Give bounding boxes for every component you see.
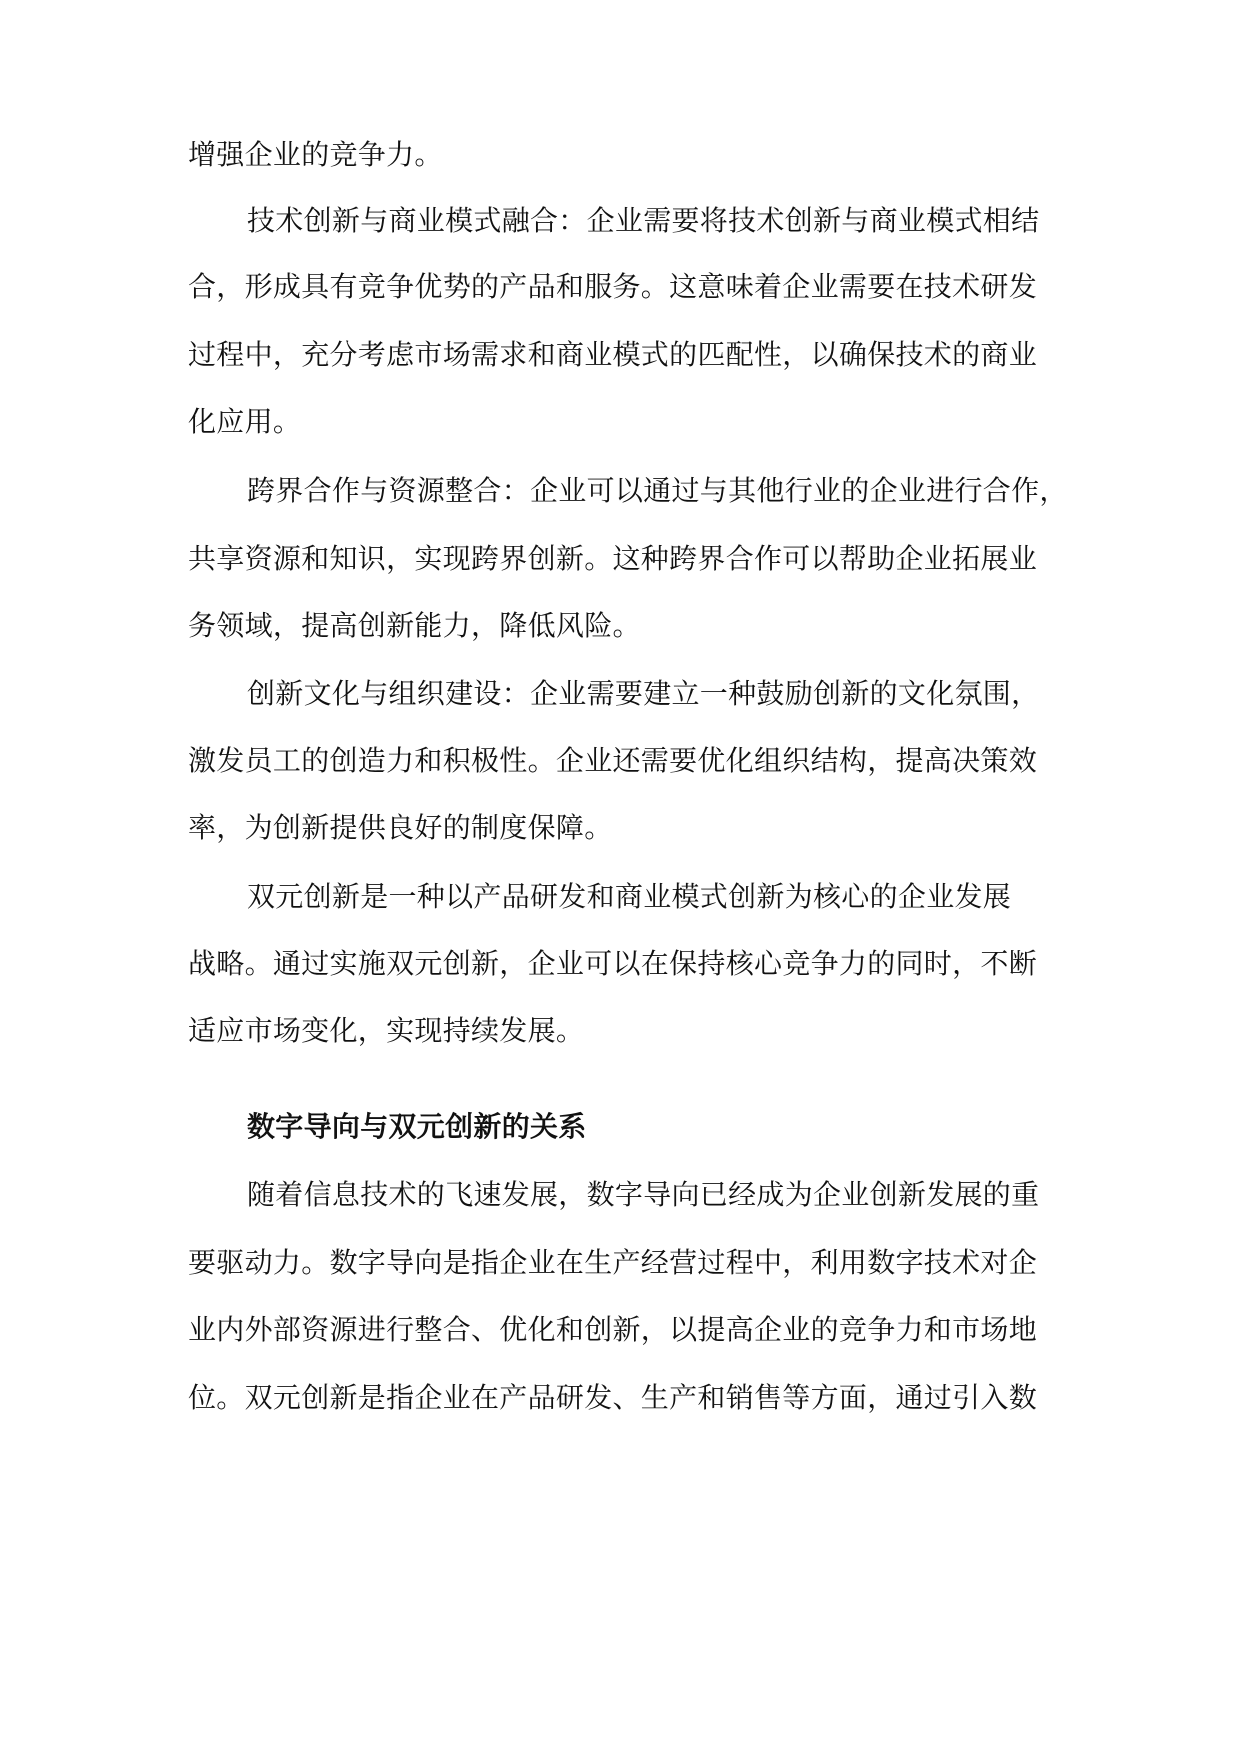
text-line: 跨界合作与资源整合：企业可以通过与其他行业的企业进行合作，: [247, 474, 1068, 507]
text-line: 合，形成具有竞争优势的产品和服务。这意味着企业需要在技术研发: [188, 270, 1038, 303]
text-line: 激发员工的创造力和积极性。企业还需要优化组织结构，提高决策效: [188, 744, 1038, 777]
text-line: 过程中，充分考虑市场需求和商业模式的匹配性，以确保技术的商业: [188, 338, 1038, 371]
text-line: 位。双元创新是指企业在产品研发、生产和销售等方面，通过引入数: [188, 1381, 1038, 1414]
text-line: 业内外部资源进行整合、优化和创新，以提高企业的竞争力和市场地: [188, 1313, 1038, 1346]
text-line: 化应用。: [188, 405, 302, 438]
text-line: 要驱动力。数字导向是指企业在生产经营过程中，利用数字技术对企: [188, 1246, 1038, 1279]
text-line: 技术创新与商业模式融合：企业需要将技术创新与商业模式相结: [247, 204, 1040, 237]
text-line: 创新文化与组织建设：企业需要建立一种鼓励创新的文化氛围，: [247, 677, 1040, 710]
text-line: 率，为创新提供良好的制度保障。: [188, 811, 613, 844]
text-line: 共享资源和知识，实现跨界创新。这种跨界合作可以帮助企业拓展业: [188, 542, 1038, 575]
section-heading: 数字导向与双元创新的关系: [247, 1110, 587, 1143]
text-line: 增强企业的竞争力。: [188, 138, 443, 171]
text-line: 务领域，提高创新能力，降低风险。: [188, 609, 641, 642]
text-line: 适应市场变化，实现持续发展。: [188, 1014, 585, 1047]
text-line: 战略。通过实施双元创新，企业可以在保持核心竞争力的同时，不断: [188, 947, 1038, 980]
text-line: 双元创新是一种以产品研发和商业模式创新为核心的企业发展: [247, 880, 1012, 913]
text-line: 随着信息技术的飞速发展，数字导向已经成为企业创新发展的重: [247, 1178, 1040, 1211]
